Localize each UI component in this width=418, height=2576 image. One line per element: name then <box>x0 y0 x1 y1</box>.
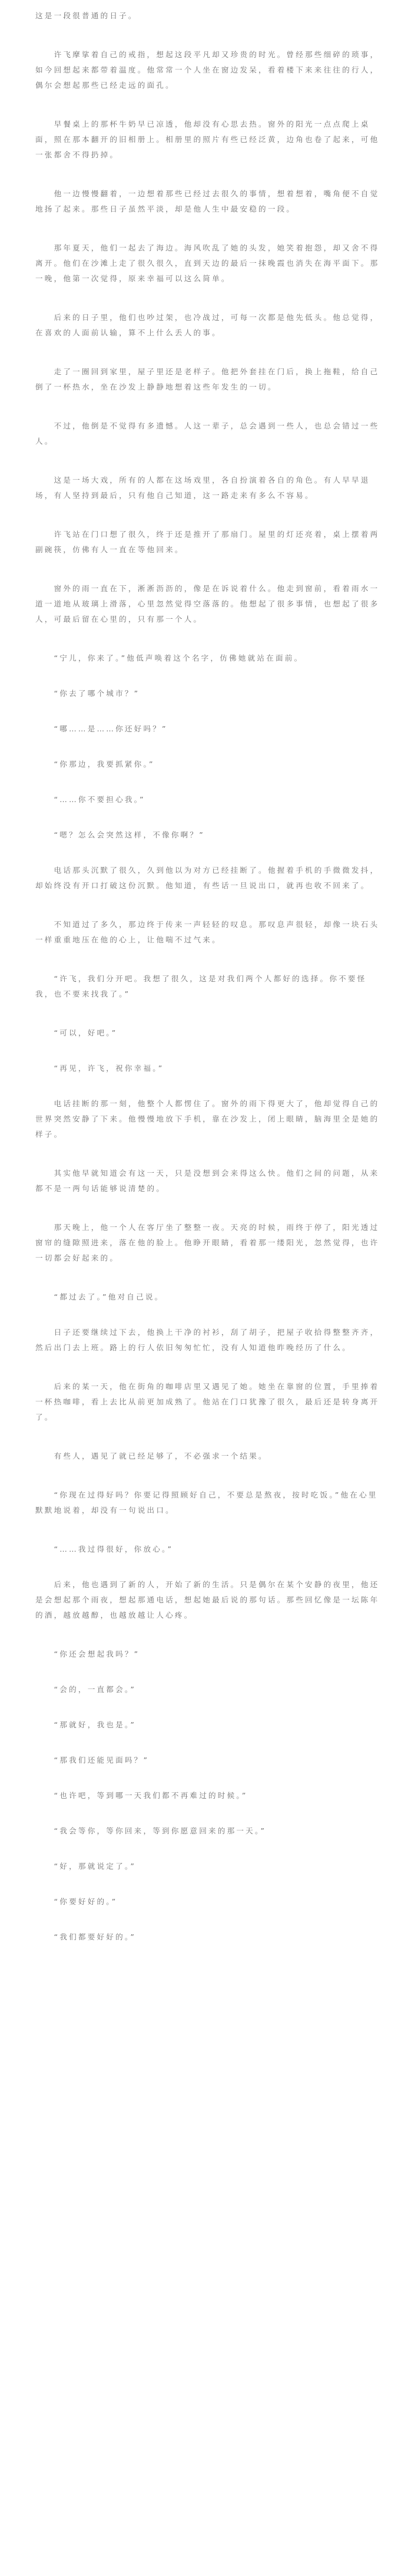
dialogue-line: “你要好好的。” <box>35 1897 118 1906</box>
paragraph: 电话挂断的那一刻，他整个人都愣住了。窗外的雨下得更大了，他却觉得自己的世界突然安静了下来。他慢慢地放下手机，靠在沙发上，闭上眼睛，脑海里全是她的样子。 <box>35 1099 380 1139</box>
dialogue-line: “都过去了。”他对自己说。 <box>35 1292 164 1301</box>
paragraph: 日子还要继续过下去，他换上干净的衬衫，刮了胡子，把屋子收拾得整整齐齐，然后出门去上班。路上的行人依旧匆匆忙忙，没有人知道他昨晚经历了什么。 <box>35 1328 380 1352</box>
paragraph: 那年夏天，他们一起去了海边。海风吹乱了她的头发，她笑着抱怨，却又舍不得离开。他们在沙滩上走了很久很久，直到天边的最后一抹晚霞也消失在海平面下。那一晚，他第一次觉得，原来幸福可以这么简单。 <box>35 243 380 283</box>
paragraph: 电话那头沉默了很久，久到他以为对方已经挂断了。他握着手机的手微微发抖，却始终没有开口打破这份沉默。他知道，有些话一旦说出口，就再也收不回来了。 <box>35 866 380 890</box>
dialogue-line: “你去了哪个城市？” <box>35 689 140 698</box>
dialogue-line: “再见，许飞，祝你幸福。” <box>35 1064 164 1073</box>
dialogue-line: “许飞，我们分开吧。我想了很久，这是对我们两个人都好的选择。你不要怪我，也不要来找我了。” <box>35 974 367 998</box>
dialogue-line: “也许吧，等到哪一天我们都不再难过的时候。” <box>35 1791 248 1800</box>
paragraph: 后来的某一天，他在街角的咖啡店里又遇见了她。她坐在靠窗的位置，手里捧着一杯热咖啡，看上去比从前更加成熟了。他站在门口犹豫了很久，最后还是转身离开了。 <box>35 1382 380 1421</box>
dialogue-line: “宁儿，你来了。”他低声唤着这个名字，仿佛她就站在面前。 <box>35 654 304 662</box>
paragraph: 他一边慢慢翻着，一边想着那些已经过去很久的事情，想着想着，嘴角便不自觉地扬了起来。那些日子虽然平淡，却是他人生中最安稳的一段。 <box>35 189 380 213</box>
paragraph: 后来的日子里，他们也吵过架，也冷战过，可每一次都是他先低头。他总觉得，在喜欢的人面前认输，算不上什么丢人的事。 <box>35 313 380 337</box>
paragraph: 这是一场大戏，所有的人都在这场戏里，各自扮演着各自的角色。有人早早退场，有人坚持到最后，只有他自己知道，这一路走来有多么不容易。 <box>35 476 370 500</box>
dialogue-line: “我们都要好好的。” <box>35 1932 137 1941</box>
paragraph: 早餐桌上的那杯牛奶早已凉透，他却没有心思去热。窗外的阳光一点点爬上桌面，照在那本翻开的旧相册上。相册里的照片有些已经泛黄，边角也卷了起来，可他一张都舍不得扔掉。 <box>35 120 380 159</box>
paragraph: 其实他早就知道会有这一天，只是没想到会来得这么快。他们之间的问题，从来都不是一两句话能够说清楚的。 <box>35 1169 380 1193</box>
paragraph: 后来，他也遇到了新的人，开始了新的生活。只是偶尔在某个安静的夜里，他还是会想起那个雨夜，想起那通电话，想起她最后说的那句话。那些回忆像是一坛陈年的酒，越放越醇，也越放越让人心疼。 <box>35 1580 380 1620</box>
paragraph: 那天晚上，他一个人在客厅坐了整整一夜。天亮的时候，雨终于停了，阳光透过窗帘的缝隙照进来，落在他的脸上。他睁开眼睛，看着那一缕阳光，忽然觉得，也许一切都会好起来的。 <box>35 1223 380 1262</box>
dialogue-line: “你现在过得好吗？你要记得照顾好自己，不要总是熬夜，按时吃饭。”他在心里默默地说着，却没有一句说出口。 <box>35 1490 378 1515</box>
dialogue-line: “……你不要担心我。” <box>35 795 145 804</box>
dialogue-line: “嗯？怎么会突然这样，不像你啊？” <box>35 830 205 839</box>
paragraph: 有些人，遇见了就已经足够了，不必强求一个结果。 <box>35 1452 268 1460</box>
paragraph: 走了一圈回到家里，屋子里还是老样子。他把外套挂在门后，换上拖鞋，给自己倒了一杯热水，坐在沙发上静静地想着这些年发生的一切。 <box>35 367 380 391</box>
dialogue-line: “你那边，我要抓紧你。” <box>35 760 155 768</box>
dialogue-line: “可以，好吧。” <box>35 1028 118 1037</box>
paragraph: 窗外的雨一直在下，淅淅沥沥的，像是在诉说着什么。他走到窗前，看着雨水一道一道地从玻璃上滑落，心里忽然觉得空落落的。他想起了很多事情，也想起了很多人，可最后留在心里的，只有那一个人。 <box>35 584 380 624</box>
dialogue-line: “会的，一直都会。” <box>35 1685 137 1694</box>
dialogue-line: “哪……是……你还好吗？” <box>35 724 168 733</box>
opening-line: 这是一段很普通的日子。 <box>35 11 138 20</box>
paragraph: 不过，他倒是不觉得有多遗憾。人这一辈子，总会遇到一些人，也总会错过一些人。 <box>35 421 380 446</box>
dialogue-line: “那我们还能见面吗？” <box>35 1756 150 1764</box>
dialogue-line: “你还会想起我吗？” <box>35 1650 140 1658</box>
dialogue-line: “好，那就说定了。” <box>35 1862 137 1871</box>
paragraph: 许飞摩挲着自己的戒指，想起这段平凡却又珍贵的时光。曾经那些细碎的琐事，如今回想起来都带着温度。他常常一个人坐在窗边发呆，看着楼下来来往往的行人，偶尔会想起那些已经走远的面孔。 <box>35 50 380 90</box>
dialogue-line: “那就好，我也是。” <box>35 1720 137 1729</box>
dialogue-line: “……我过得很好，你放心。” <box>35 1545 174 1553</box>
paragraph: 许飞站在门口想了很久，终于还是推开了那扇门。屋里的灯还亮着，桌上摆着两副碗筷，仿佛有人一直在等他回来。 <box>35 530 380 554</box>
dialogue-line: “我会等你，等你回来，等到你愿意回来的那一天。” <box>35 1826 267 1835</box>
paragraph: 不知道过了多久，那边终于传来一声轻轻的叹息。那叹息声很轻，却像一块石头一样重重地压在他的心上，让他喘不过气来。 <box>35 920 380 944</box>
